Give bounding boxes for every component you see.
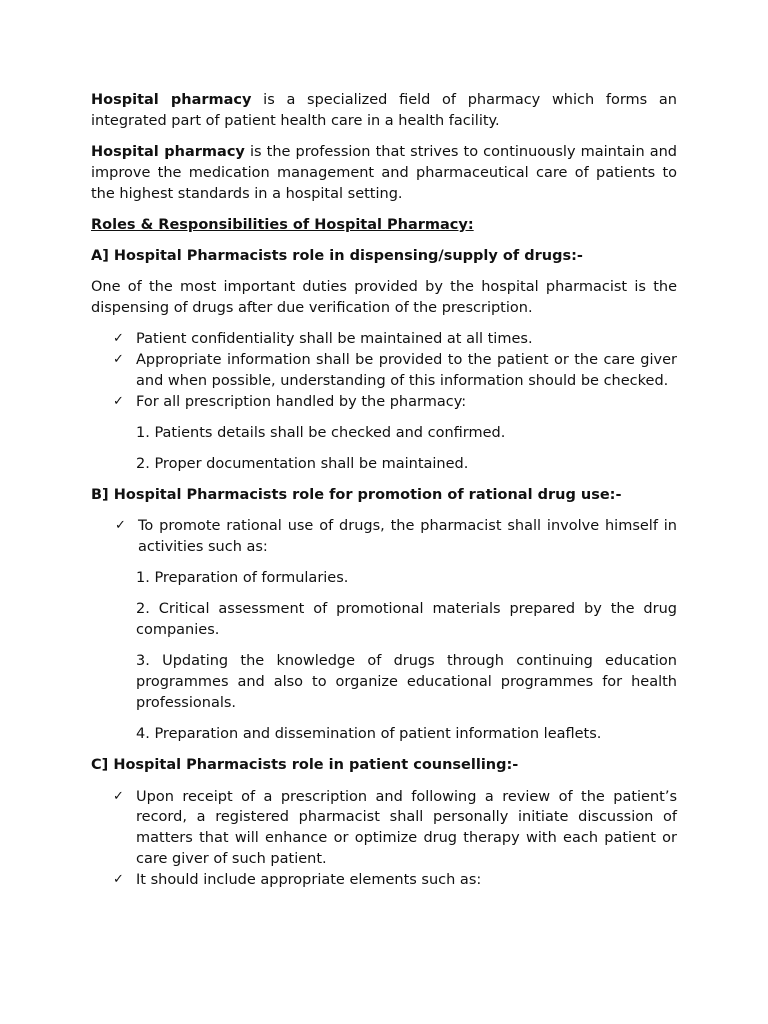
list-item-text: To promote rational use of drugs, the pharmacist shall involve himself in activities such as: — [138, 518, 677, 556]
intro-text: is a specialized field of pharmacy which forms an integrated part of patient health care in a health facility. — [91, 92, 678, 129]
intro-term: Hospital pharmacy — [91, 92, 252, 108]
section-c-checklist — [91, 787, 677, 891]
checkmark-icon: ✓ — [115, 518, 126, 534]
numbered-item: 1. Preparation of formularies. — [136, 570, 349, 587]
document-page — [91, 90, 677, 901]
list-item — [91, 350, 677, 392]
section-a-heading: A] Hospital Pharmacists role in dispensing/supply of drugs:- — [91, 247, 583, 264]
checkmark-icon: ✓ — [113, 788, 124, 804]
list-item-text: Patient confidentiality shall be maintained at all times. — [136, 331, 533, 348]
roles-heading: Roles & Responsibilities of Hospital Pharmacy: — [91, 216, 474, 233]
numbered-item: 1. Patients details shall be checked and confirmed. — [136, 424, 506, 441]
list-item — [91, 870, 677, 891]
checkmark-icon: ✓ — [113, 331, 124, 347]
checkmark-icon: ✓ — [113, 351, 124, 367]
section-c-heading: C] Hospital Pharmacists role in patient counselling:- — [91, 757, 519, 774]
intro-term: Hospital pharmacy — [91, 143, 245, 160]
list-item — [91, 392, 677, 413]
numbered-item: 3. Updating the knowledge of drugs through continuing education programmes and also to organize educational programmes for health professionals. — [136, 653, 677, 712]
list-item-text: Upon receipt of a prescription and following a review of the patient’s record, a registered pharmacist shall personally initiate discussion of matters that will enhance or optimize drug therapy with each patient or care giver of such patient. — [136, 788, 677, 867]
list-item — [91, 516, 677, 558]
list-item — [91, 787, 677, 870]
section-a-intro: One of the most important duties provided by the hospital pharmacist is the dispensing of drugs after due verification of the prescription. — [91, 279, 677, 316]
list-item — [91, 329, 677, 350]
list-item-text: For all prescription handled by the pharmacy: — [136, 393, 467, 410]
section-a-checklist — [91, 329, 677, 412]
list-item-text: It should include appropriate elements such as: — [136, 871, 482, 888]
numbered-item: 4. Preparation and dissemination of patient information leaflets. — [136, 726, 602, 743]
checkmark-icon: ✓ — [113, 393, 124, 409]
numbered-item: 2. Critical assessment of promotional materials prepared by the drug companies. — [136, 601, 677, 639]
numbered-item: 2. Proper documentation shall be maintained. — [136, 455, 469, 472]
intro-text: is the profession that strives to continuously maintain and improve the medication management and pharmaceutical care of patients to the highest standards in a hospital setting. — [91, 143, 678, 202]
section-b-heading: B] Hospital Pharmacists role for promotion of rational drug use:- — [91, 487, 622, 504]
section-b-checklist — [91, 516, 677, 558]
intro-paragraph-2 — [91, 142, 677, 204]
checkmark-icon: ✓ — [113, 871, 124, 887]
intro-paragraph-1 — [91, 90, 677, 132]
list-item-text: Appropriate information shall be provided to the patient or the care giver and when possible, understanding of this information should be checked. — [136, 351, 677, 389]
